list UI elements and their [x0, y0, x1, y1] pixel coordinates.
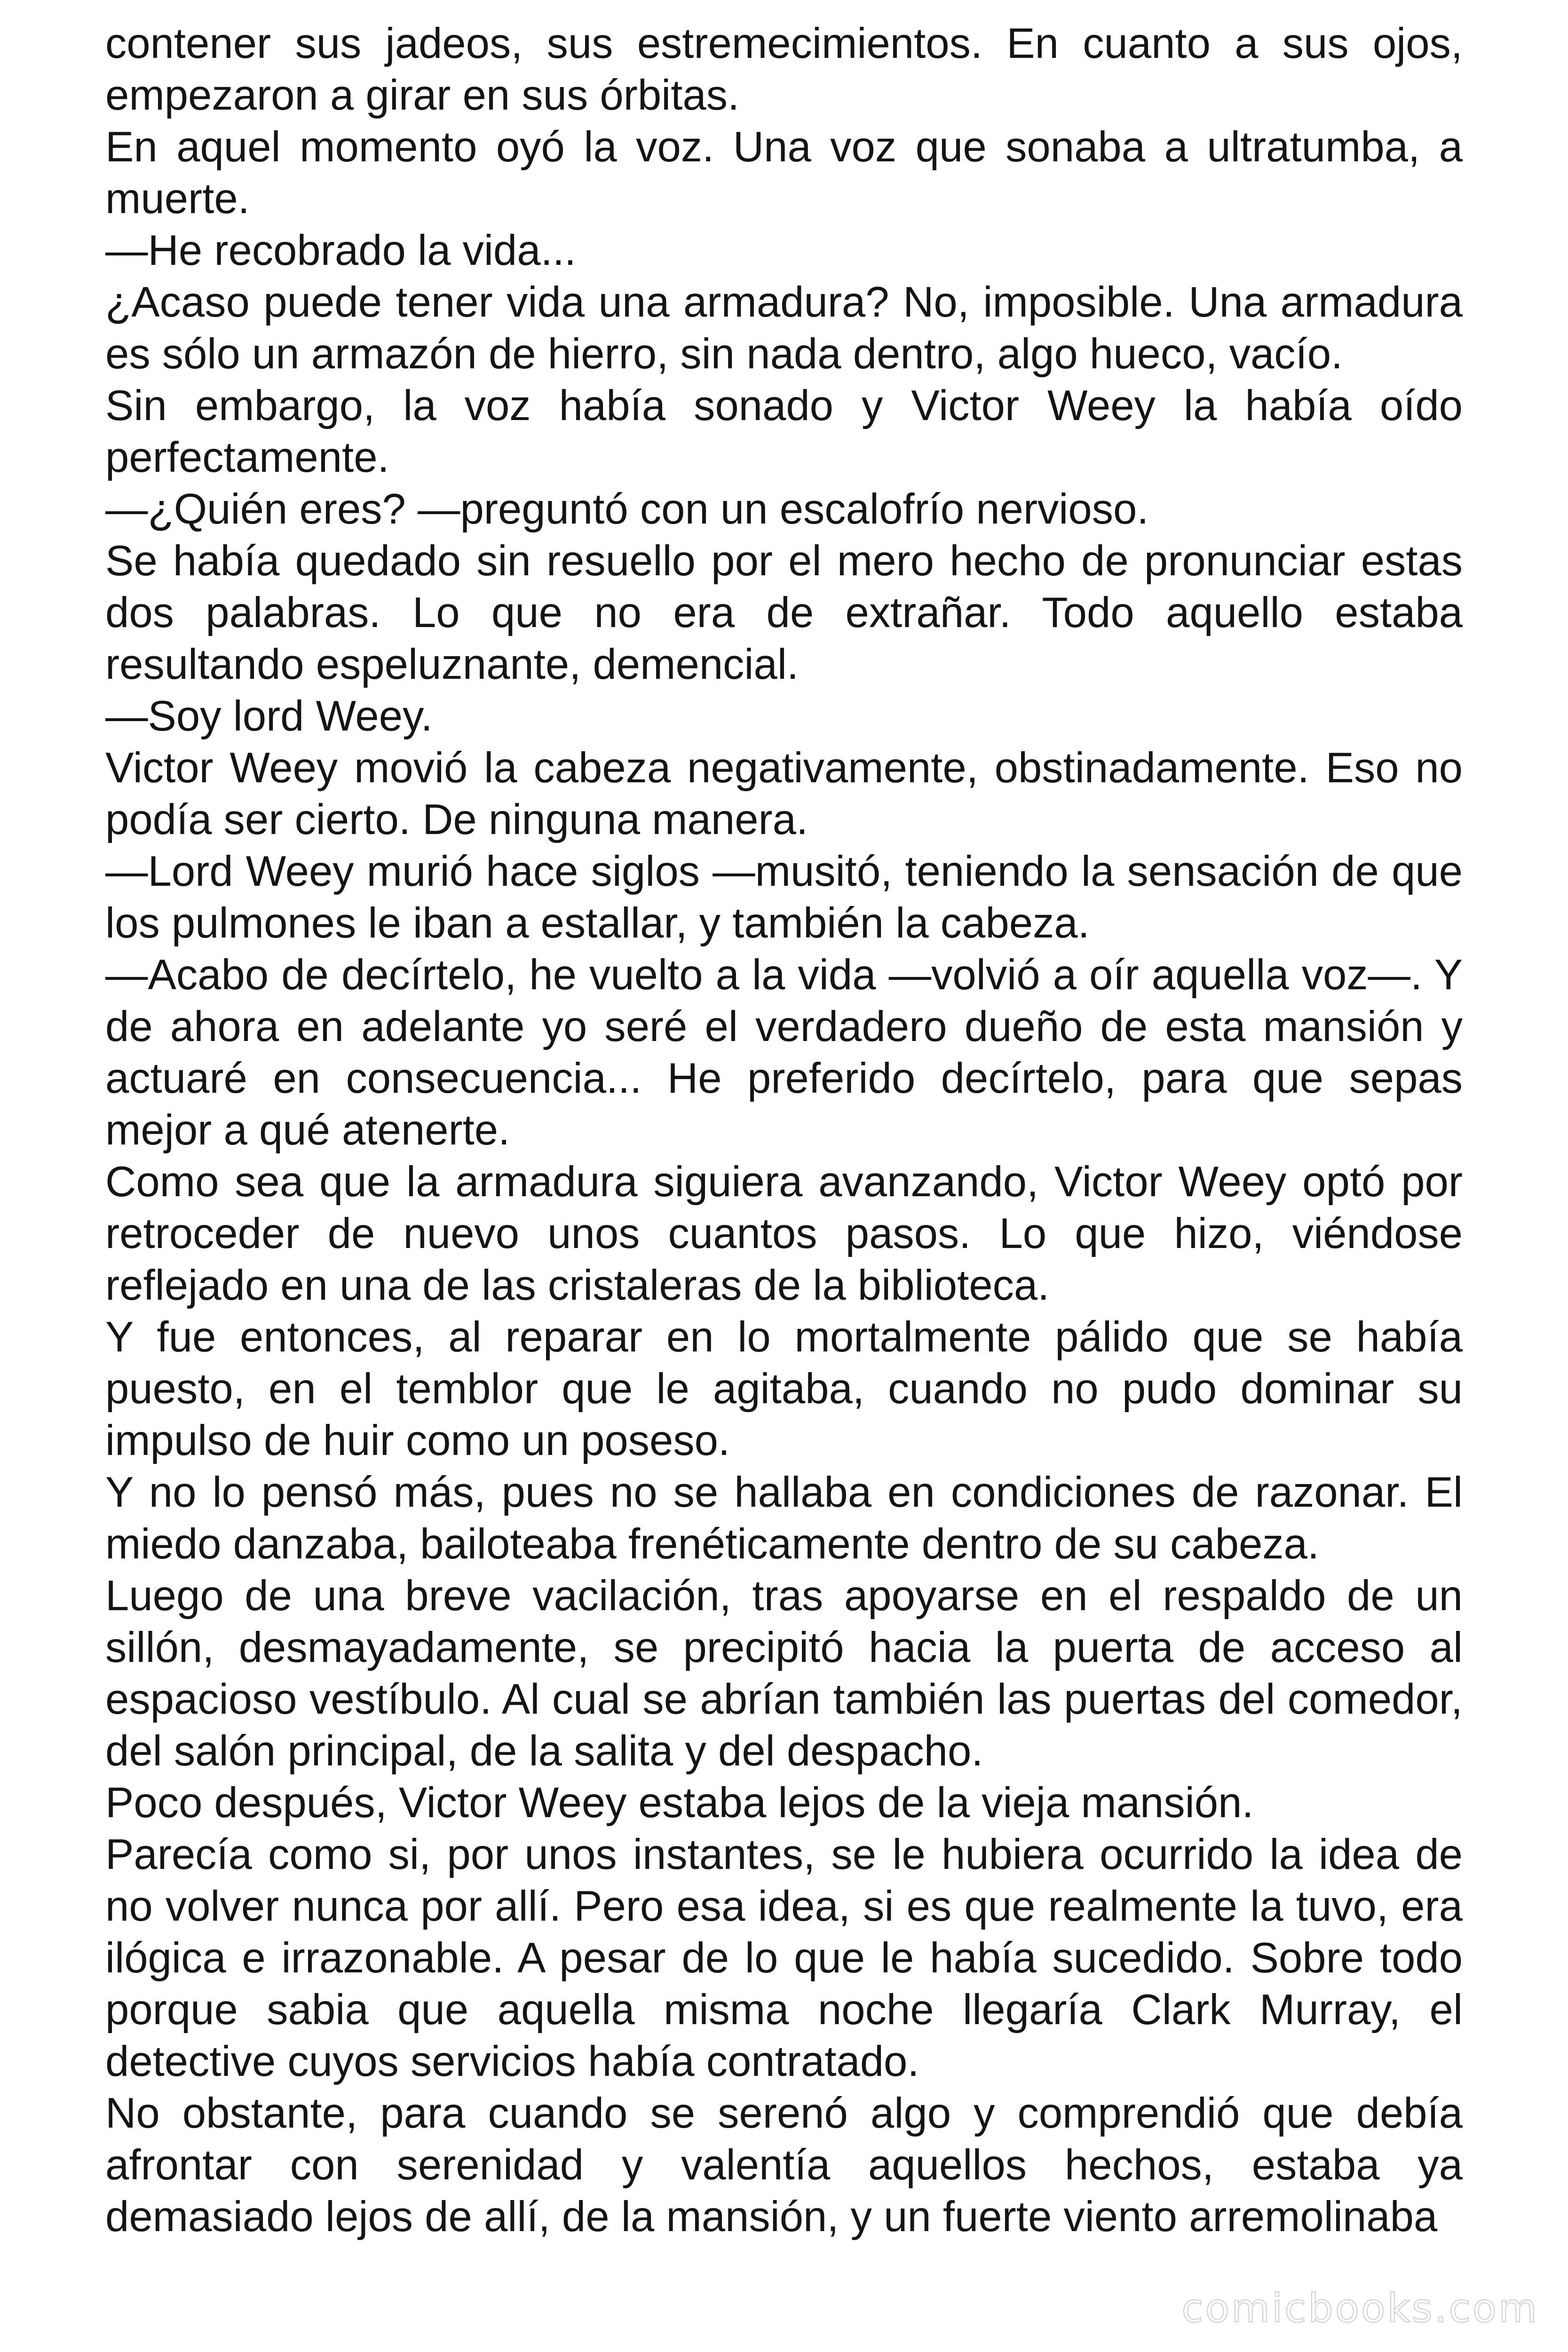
paragraph: contener sus jadeos, sus estremecimientos. En cuanto a sus ojos, empezaron a girar en sus órbitas. [105, 20, 1463, 119]
paragraph: ¿Acaso puede tener vida una armadura? No, imposible. Una armadura es sólo un armazón de hierro, sin nada dentro, algo hueco, vacío. [105, 278, 1463, 378]
paragraph: Victor Weey movió la cabeza negativamente, obstinadamente. Eso no podía ser cierto. De ninguna manera. [105, 744, 1463, 843]
dialogue-line: —Soy lord Weey. [105, 692, 433, 740]
paragraph: Se había quedado sin resuello por el mero hecho de pronunciar estas dos palabras. Lo que no era de extrañar. Todo aquello estaba resultando espeluznante, demencial. [105, 537, 1463, 688]
paragraph: Sin embargo, la voz había sonado y Victor Weey la había oído perfectamente. [105, 382, 1463, 481]
paragraph: Poco después, Victor Weey estaba lejos de la vieja mansión. [105, 1779, 1254, 1827]
paragraph: Parecía como si, por unos instantes, se le hubiera ocurrido la idea de no volver nunca por allí. Pero esa idea, si es que realmente la tuvo, era ilógica e irrazonable. A pesar de lo que le había sucedido. Sobre todo porque sabia que aquella misma noche llegaría Clark Murray, el detective cuyos servicios había contratado. [105, 1831, 1463, 2085]
watermark-logo: comicbooks.com [1181, 2285, 1539, 2331]
page-body [105, 18, 1463, 2243]
paragraph: Luego de una breve vacilación, tras apoyarse en el respaldo de un sillón, desmayadamente, se precipitó hacia la puerta de acceso al espacioso vestíbulo. Al cual se abrían también las puertas del comedor, del salón principal, de la salita y del despacho. [105, 1572, 1463, 1775]
dialogue-line: —Lord Weey murió hace siglos —musitó, teniendo la sensación de que los pulmones le iban a estallar, y también la cabeza. [105, 848, 1463, 947]
dialogue-line: —Acabo de decírtelo, he vuelto a la vida —volvió a oír aquella voz—. Y de ahora en adelante yo seré el verdadero dueño de esta mansión y actuaré en consecuencia... He preferido decírtelo, para que sepas mejor a qué atenerte. [105, 951, 1463, 1154]
dialogue-line: —He recobrado la vida... [105, 227, 577, 274]
paragraph: No obstante, para cuando se serenó algo y comprendió que debía afrontar con serenidad y valentía aquellos hechos, estaba ya demasiado lejos de allí, de la mansión, y un fuerte viento arremolinaba [105, 2090, 1463, 2241]
paragraph: Y no lo pensó más, pues no se hallaba en condiciones de razonar. El miedo danzaba, bailoteaba frenéticamente dentro de su cabeza. [105, 1469, 1463, 1568]
dialogue-line: —¿Quién eres? —preguntó con un escalofrío nervioso. [105, 485, 1149, 533]
paragraph: Como sea que la armadura siguiera avanzando, Victor Weey optó por retroceder de nuevo unos cuantos pasos. Lo que hizo, viéndose reflejado en una de las cristaleras de la biblioteca. [105, 1158, 1463, 1309]
paragraph: Y fue entonces, al reparar en lo mortalmente pálido que se había puesto, en el temblor que le agitaba, cuando no pudo dominar su impulso de huir como un poseso. [105, 1313, 1463, 1464]
paragraph: En aquel momento oyó la voz. Una voz que sonaba a ultratumba, a muerte. [105, 123, 1463, 222]
